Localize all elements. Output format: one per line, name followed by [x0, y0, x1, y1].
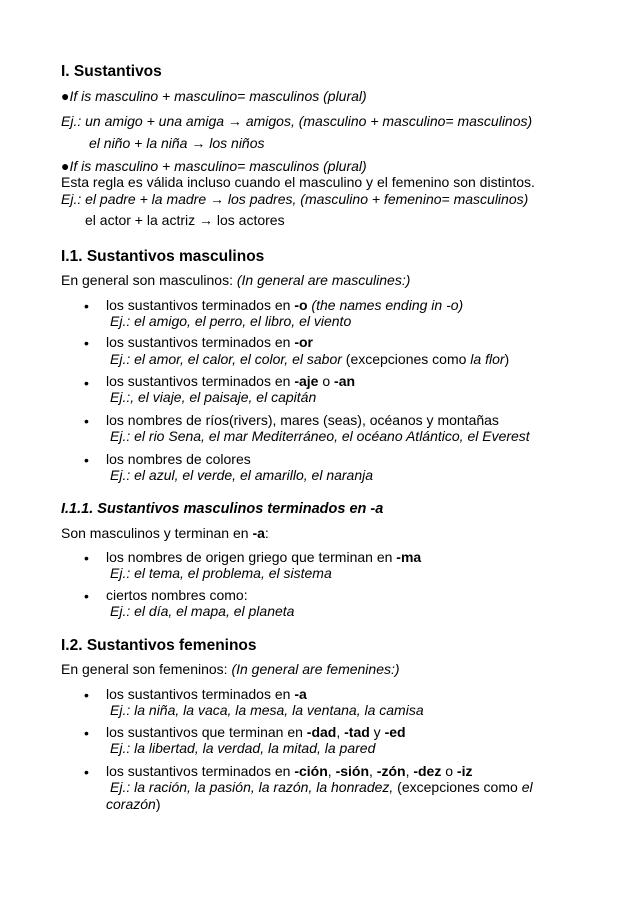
ending: -an: [334, 373, 356, 389]
example-line: Ej.: el azul, el verde, el amarillo, el naranja: [110, 467, 374, 483]
ending: -a: [294, 686, 307, 702]
note-example: el: [521, 779, 533, 795]
example-line: Ej.: un amigo + una amiga → amigos, (masculino + masculino= masculinos): [61, 113, 533, 129]
section-intro: [61, 525, 269, 542]
ending: -iz: [456, 763, 473, 779]
ending: -sión: [335, 763, 370, 779]
bullet: •: [84, 452, 89, 468]
section-heading: I.1. Sustantivos masculinos: [61, 248, 265, 265]
list-item: [106, 763, 472, 780]
note-example: la flor: [470, 351, 505, 367]
example-text: Ej.: la ración, la pasión, la razón, la honradez,: [110, 779, 394, 795]
intro-text: En general son masculinos:: [61, 272, 237, 288]
bullet: •: [84, 550, 89, 566]
example-line: Ej.: el rio Sena, el mar Mediterráneo, el océano Atlántico, el Everest: [110, 428, 530, 444]
ending: -ma: [396, 549, 422, 565]
list-item: [106, 373, 355, 390]
separator: ,: [369, 763, 377, 779]
intro-translation: (In general are masculines:): [236, 272, 411, 288]
ending: -o: [294, 297, 308, 313]
item-text: los sustantivos terminados en: [106, 686, 295, 702]
section-heading: I.2. Sustantivos femeninos: [61, 637, 257, 654]
bullet: •: [84, 725, 89, 741]
ending: -dad: [306, 724, 337, 740]
separator: ,: [405, 763, 414, 779]
item-text: los sustantivos terminados en: [106, 373, 295, 389]
ending: -zón: [376, 763, 406, 779]
item-text: o: [318, 373, 335, 389]
intro-translation: (In general are femenines:): [231, 661, 400, 677]
example-line: Ej.: el tema, el problema, el sistema: [110, 565, 332, 581]
ending: -ción: [294, 763, 328, 779]
note-example: corazón: [106, 796, 156, 812]
example-line: [110, 351, 509, 368]
list-item: [106, 297, 463, 314]
ending: -a: [252, 525, 265, 541]
item-text: los sustantivos terminados en: [106, 763, 295, 779]
rule-line: ●If is masculino + masculino= masculinos (plural): [61, 158, 367, 174]
list-item: [106, 724, 406, 741]
ending: -aje: [294, 373, 319, 389]
bullet: •: [84, 298, 89, 314]
example-line: Ej.:, el viaje, el paisaje, el capitán: [110, 389, 317, 405]
item-text: los sustantivos terminados en: [106, 334, 295, 350]
intro-text: :: [264, 525, 269, 541]
ending: -dez: [413, 763, 442, 779]
section-heading: I. Sustantivos: [61, 63, 162, 80]
section-intro: [61, 272, 410, 289]
ending: -ed: [384, 724, 406, 740]
example-line: el actor + la actriz → los actores: [85, 212, 285, 228]
example-line: [106, 796, 160, 813]
ending: -or: [294, 334, 313, 350]
separator: ,: [327, 763, 336, 779]
item-text: los nombres de origen griego que terminan en: [106, 549, 397, 565]
list-item: [106, 549, 421, 566]
intro-text: Son masculinos y terminan en: [61, 525, 253, 541]
note-text: (excepciones como: [393, 779, 522, 795]
example-line: Ej.: la libertad, la verdad, la mitad, la pared: [110, 740, 376, 756]
list-item: [106, 334, 313, 351]
bullet: •: [84, 413, 89, 429]
subsection-heading: I.1.1. Sustantivos masculinos terminados en -a: [61, 501, 384, 517]
note-text: (excepciones como: [341, 351, 471, 367]
item-text: los sustantivos terminados en: [106, 297, 295, 313]
bullet: •: [84, 764, 89, 780]
rule-line: ●If is masculino + masculino= masculinos (plural): [61, 88, 367, 104]
example-line: Ej.: la niña, la vaca, la mesa, la ventana, la camisa: [110, 702, 424, 718]
example-line: Ej.: el padre + la madre → los padres, (masculino + femenino= masculinos): [61, 191, 529, 207]
example-line: Ej.: el amigo, el perro, el libro, el viento: [110, 313, 352, 329]
section-intro: [61, 661, 400, 678]
item-text: los sustantivos que terminan en: [106, 724, 307, 740]
ending: -tad: [344, 724, 370, 740]
example-line: [110, 779, 533, 796]
bullet: •: [84, 687, 89, 703]
bullet: •: [84, 375, 89, 391]
rule-text: Esta regla es válida incluso cuando el masculino y el femenino son distintos.: [61, 174, 535, 190]
list-item: los nombres de ríos(rivers), mares (seas), océanos y montañas: [106, 412, 499, 428]
separator: ,: [336, 724, 345, 740]
example-text: Ej.: el amor, el calor, el color, el sabor: [110, 351, 342, 367]
bullet: •: [84, 588, 89, 604]
bullet: •: [84, 335, 89, 351]
separator: o: [441, 763, 457, 779]
separator: y: [369, 724, 385, 740]
list-item: [106, 686, 307, 703]
note-text: ): [155, 796, 161, 812]
note-text: ): [504, 351, 510, 367]
list-item: los nombres de colores: [106, 451, 251, 467]
example-line: el niño + la niña → los niños: [89, 135, 265, 151]
example-line: Ej.: el día, el mapa, el planeta: [110, 603, 295, 619]
intro-text: En general son femeninos:: [61, 661, 232, 677]
item-translation: (the names ending in -o): [307, 297, 464, 313]
list-item: ciertos nombres como:: [106, 587, 248, 603]
